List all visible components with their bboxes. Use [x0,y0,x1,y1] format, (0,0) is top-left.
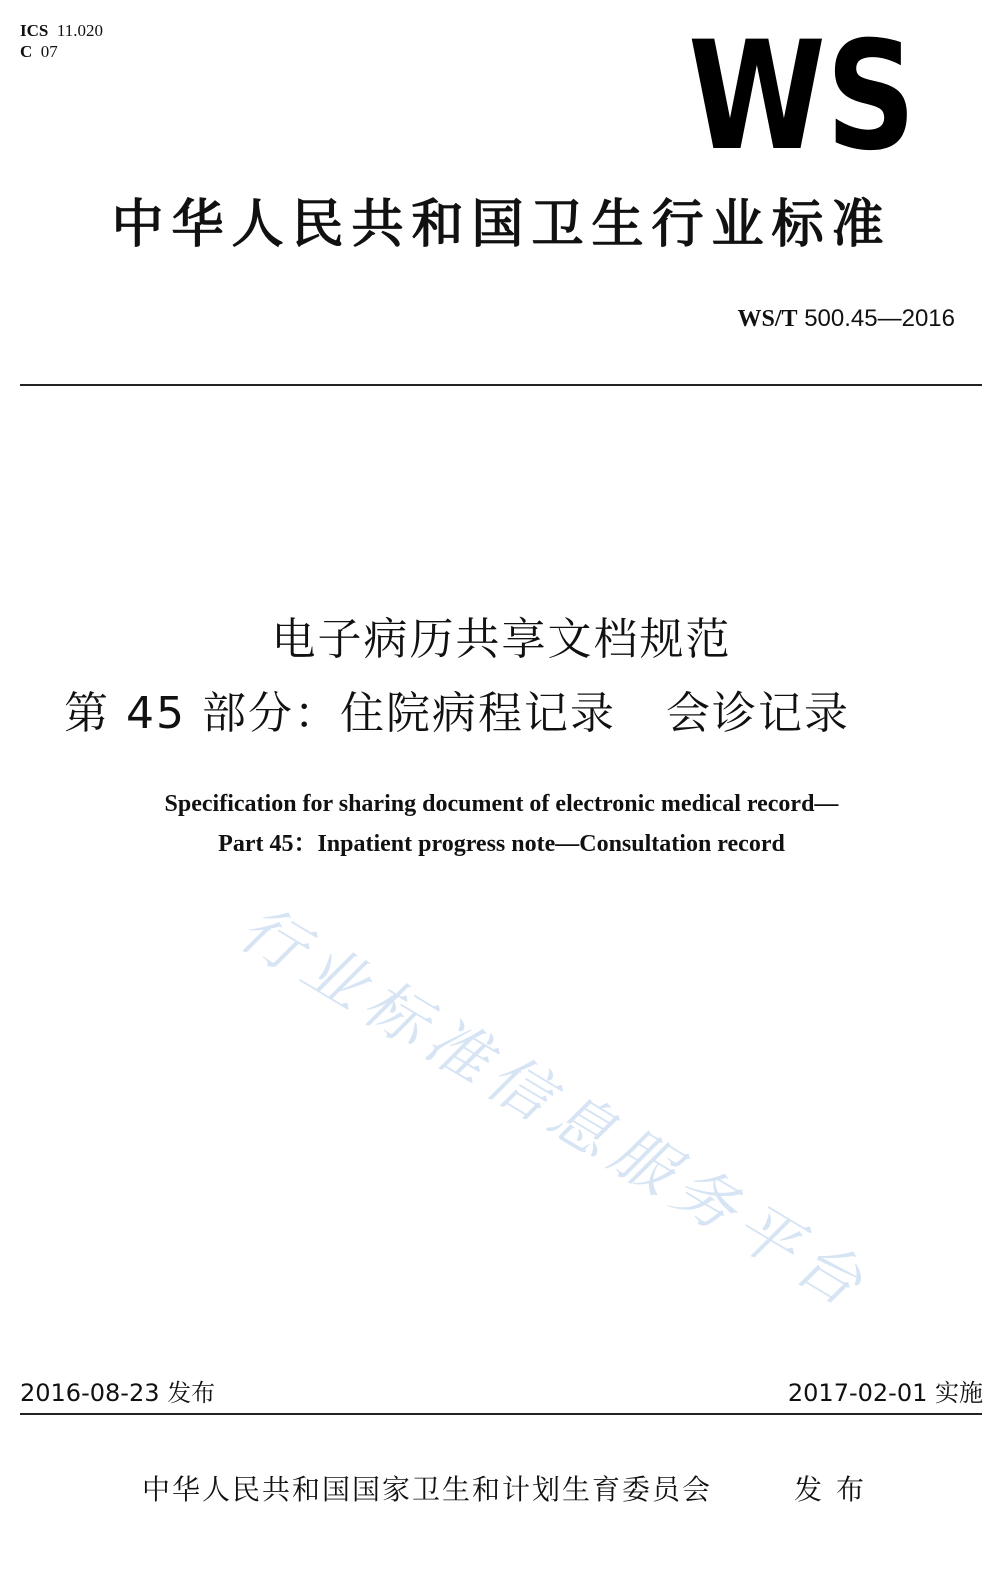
main-title: 中华人民共和国卫生行业标准 [111,195,892,255]
ccs-code-line [20,41,103,62]
standard-number-value: 500.45—2016 [804,305,955,332]
watermark: 行业标准信息服务平台 [227,891,883,1325]
ics-code: 11.020 [56,21,103,40]
ics-label: ICS [20,21,49,40]
title-cn-line2 [64,684,850,744]
ccs-code: 07 [40,42,58,61]
ccs-label: C [20,42,33,61]
publish-date: 2016-08-23 发布 [20,1379,216,1407]
top-divider [20,384,982,386]
title-en-line2: Part 45：Inpatient progress note—Consultation record [218,831,785,857]
classification-codes [20,20,103,62]
implement-date: 2017-02-01 实施 [787,1379,983,1407]
title-cn-part: 第 45 部分：住院病程记录 [64,688,616,739]
standard-number-prefix: WS/T [737,306,798,332]
ws-logo-text: WS [688,10,916,184]
title-en-line1: Specification for sharing document of electronic medical record— [164,791,839,817]
issue-label: 发布 [794,1473,879,1506]
title-cn-line1: 电子病历共享文档规范 [271,614,732,665]
issuing-organization: 中华人民共和国国家卫生和计划生育委员会 [142,1473,713,1506]
title-cn-subtitle: 会诊记录 [665,688,850,739]
bottom-divider [20,1413,982,1415]
ws-logo [686,10,918,184]
ics-code-line [20,20,103,41]
standard-number [738,304,956,334]
